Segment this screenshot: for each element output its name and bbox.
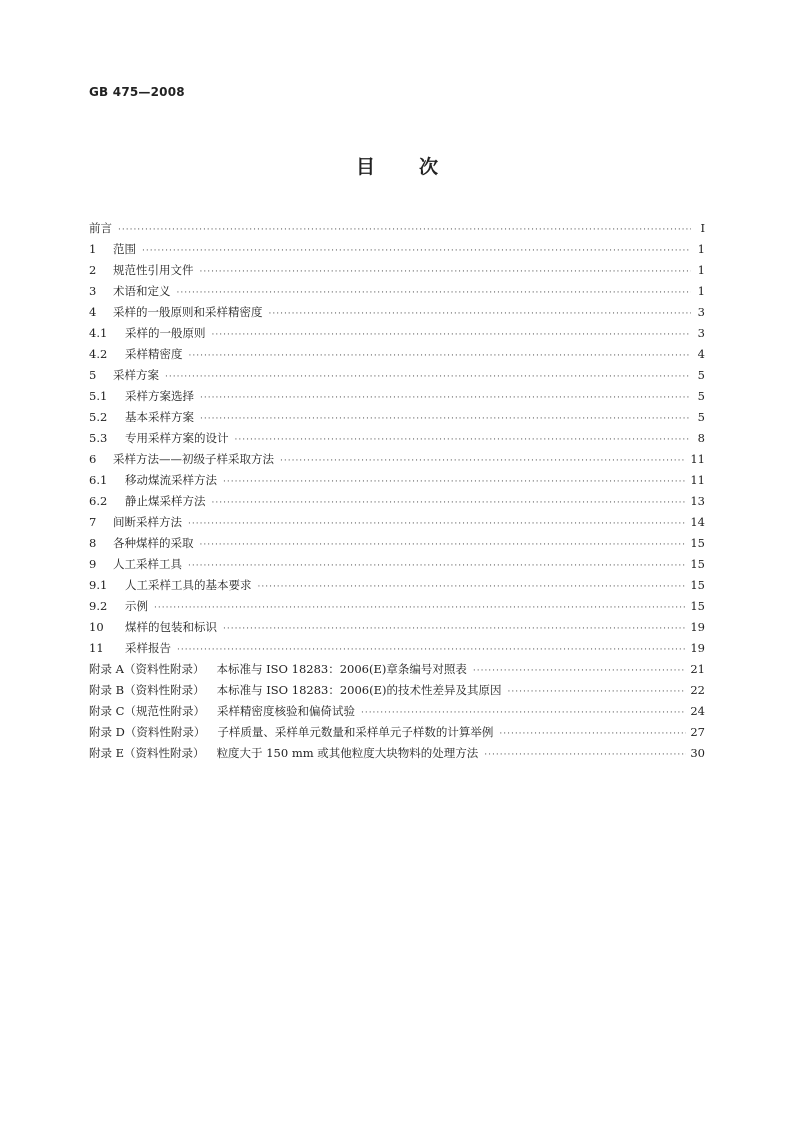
dot-leader — [361, 703, 686, 724]
dot-leader — [200, 535, 687, 556]
standard-number: GB 475—2008 — [89, 85, 185, 99]
toc-entry-title: 采样方案 — [113, 368, 159, 382]
page-title: 目次 — [355, 156, 482, 178]
toc-entry-page: 21 — [690, 662, 705, 676]
toc-entry-title: 人工采样工具的基本要求 — [125, 578, 252, 592]
toc-entry-page: 19 — [690, 641, 705, 655]
toc-entry-page: 13 — [690, 494, 705, 508]
toc-entry-title: 规范性引用文件 — [113, 263, 194, 277]
toc-entry[interactable] — [89, 491, 705, 512]
toc-entry[interactable] — [89, 680, 705, 701]
toc-entry-label — [89, 512, 182, 533]
toc-entry-number: 附录 A（资料性附录） — [89, 662, 205, 676]
toc-entry-page: 24 — [690, 704, 705, 718]
dot-leader — [188, 556, 686, 577]
toc-entry[interactable] — [89, 449, 705, 470]
toc-entry-label — [89, 701, 355, 722]
toc-entry-title: 基本采样方案 — [125, 410, 194, 424]
toc-entry[interactable] — [89, 722, 705, 743]
toc-entry-page: 1 — [697, 284, 705, 298]
toc-entry-number: 11 — [89, 641, 104, 655]
toc-entry-label — [89, 554, 182, 575]
toc-entry[interactable] — [89, 533, 705, 554]
dot-leader — [177, 640, 686, 661]
toc-entry-label — [89, 386, 194, 407]
toc-entry-title: 子样质量、采样单元数量和采样单元子样数的计算举例 — [217, 725, 494, 739]
toc-entry-title: 范围 — [113, 242, 136, 256]
toc-entry-page: 19 — [690, 620, 705, 634]
dot-leader — [223, 472, 686, 493]
dot-leader — [499, 724, 686, 745]
toc-entry-label — [89, 575, 252, 596]
toc-entry-label — [89, 491, 206, 512]
toc-entry-title: 各种煤样的采取 — [113, 536, 194, 550]
toc-entry-page: 22 — [690, 683, 705, 697]
toc-entry-title: 静止煤采样方法 — [125, 494, 206, 508]
toc-entry-label — [89, 617, 217, 638]
toc-entry-title: 人工采样工具 — [113, 557, 182, 571]
toc-entry-number: 6.1 — [89, 473, 108, 487]
toc-entry-number: 5.1 — [89, 389, 108, 403]
toc-entry[interactable] — [89, 470, 705, 491]
toc-entry-label — [89, 533, 194, 554]
toc-entry-title: 本标准与 ISO 18283：2006(E)的技术性差异及其原因 — [216, 683, 502, 697]
toc-entry-title: 本标准与 ISO 18283：2006(E)章条编号对照表 — [216, 662, 467, 676]
toc-entry-number: 3 — [89, 284, 97, 298]
toc-entry-label — [89, 302, 263, 323]
toc-entry-label — [89, 344, 183, 365]
dot-leader — [200, 262, 692, 283]
toc-entry-number: 4 — [89, 305, 97, 319]
toc-entry[interactable] — [89, 512, 705, 533]
toc-entry-page: 15 — [690, 557, 705, 571]
dot-leader — [154, 598, 686, 619]
dot-leader — [212, 493, 687, 514]
toc-entry[interactable] — [89, 554, 705, 575]
toc-entry-label — [89, 680, 502, 701]
toc-entry-number: 9.2 — [89, 599, 108, 613]
dot-leader — [235, 430, 692, 451]
dot-leader — [473, 661, 687, 682]
toc-entry-number: 10 — [89, 620, 104, 634]
toc-entry[interactable] — [89, 617, 705, 638]
toc-entry[interactable] — [89, 302, 705, 323]
toc-entry-title: 专用采样方案的设计 — [125, 431, 229, 445]
dot-leader — [177, 283, 692, 304]
toc-entry-title: 煤样的包装和标识 — [125, 620, 217, 634]
toc-entry-page: I — [700, 221, 705, 235]
toc-entry-number: 5 — [89, 368, 97, 382]
toc-entry[interactable] — [89, 239, 705, 260]
toc-entry-page: 11 — [690, 452, 705, 466]
toc-entry-label — [89, 596, 148, 617]
toc-entry-number: 2 — [89, 263, 97, 277]
dot-leader — [508, 682, 687, 703]
toc-entry[interactable] — [89, 386, 705, 407]
toc-entry-title: 采样方案选择 — [125, 389, 194, 403]
toc-entry-page: 1 — [697, 242, 705, 256]
toc-entry-number: 附录 C（规范性附录） — [89, 704, 205, 718]
toc-entry[interactable] — [89, 596, 705, 617]
toc-entry-page: 4 — [697, 347, 705, 361]
toc-entry-page: 1 — [697, 263, 705, 277]
toc-entry[interactable] — [89, 575, 705, 596]
dot-leader — [200, 388, 691, 409]
table-of-contents — [89, 218, 705, 764]
dot-leader — [484, 745, 686, 766]
toc-entry-title: 采样精密度 — [125, 347, 183, 361]
toc-entry-label — [89, 260, 194, 281]
toc-entry-label — [89, 638, 171, 659]
toc-entry[interactable] — [89, 659, 705, 680]
toc-entry[interactable] — [89, 323, 705, 344]
toc-entry-title: 移动煤流采样方法 — [125, 473, 217, 487]
toc-entry[interactable] — [89, 428, 705, 449]
toc-entry-title: 采样的一般原则 — [125, 326, 206, 340]
toc-entry-title: 粒度大于 150 mm 或其他粒度大块物料的处理方法 — [216, 746, 479, 760]
toc-entry-label — [89, 323, 206, 344]
toc-entry-title: 示例 — [125, 599, 148, 613]
toc-entry-number: 8 — [89, 536, 97, 550]
toc-entry-page: 5 — [697, 389, 705, 403]
toc-entry-label — [89, 470, 217, 491]
toc-entry-page: 3 — [697, 326, 705, 340]
toc-entry[interactable] — [89, 407, 705, 428]
dot-leader — [223, 619, 686, 640]
toc-entry-label — [89, 239, 136, 260]
toc-entry-label — [89, 365, 159, 386]
toc-entry-number: 4.2 — [89, 347, 108, 361]
toc-entry-page: 5 — [697, 410, 705, 424]
toc-entry-number: 5.2 — [89, 410, 108, 424]
toc-entry-number: 9 — [89, 557, 97, 571]
toc-entry-label — [89, 659, 467, 680]
toc-entry-number: 5.3 — [89, 431, 108, 445]
toc-entry-page: 11 — [690, 473, 705, 487]
toc-entry-title: 采样精密度核验和偏倚试验 — [216, 704, 355, 718]
toc-entry-label — [89, 449, 274, 470]
toc-entry-label — [89, 218, 112, 239]
dot-leader — [189, 346, 692, 367]
toc-entry-page: 3 — [697, 305, 705, 319]
toc-entry-page: 15 — [690, 599, 705, 613]
toc-entry-label — [89, 281, 171, 302]
toc-entry-number: 4.1 — [89, 326, 108, 340]
toc-entry-page: 8 — [697, 431, 705, 445]
toc-entry-title: 采样报告 — [125, 641, 171, 655]
dot-leader — [142, 241, 691, 262]
toc-entry-label — [89, 428, 229, 449]
toc-entry[interactable] — [89, 260, 705, 281]
toc-entry-number: 附录 E（资料性附录） — [89, 746, 205, 760]
dot-leader — [212, 325, 692, 346]
toc-entry-page: 15 — [690, 578, 705, 592]
toc-entry[interactable] — [89, 281, 705, 302]
toc-entry[interactable] — [89, 638, 705, 659]
toc-entry-number: 附录 D（资料性附录） — [89, 725, 206, 739]
toc-entry-number: 9.1 — [89, 578, 108, 592]
dot-leader — [258, 577, 687, 598]
toc-entry-number: 附录 B（资料性附录） — [89, 683, 205, 697]
toc-entry-label — [89, 407, 194, 428]
toc-entry-title: 术语和定义 — [113, 284, 171, 298]
toc-entry[interactable] — [89, 365, 705, 386]
dot-leader — [118, 220, 691, 241]
toc-entry-title: 采样方法——初级子样采取方法 — [113, 452, 274, 466]
toc-entry-number: 1 — [89, 242, 97, 256]
dot-leader — [165, 367, 691, 388]
toc-entry-page: 27 — [690, 725, 705, 739]
toc-entry-number: 6.2 — [89, 494, 108, 508]
dot-leader — [188, 514, 686, 535]
toc-entry-page: 5 — [697, 368, 705, 382]
toc-entry-title: 采样的一般原则和采样精密度 — [113, 305, 263, 319]
dot-leader — [200, 409, 691, 430]
toc-entry-number: 6 — [89, 452, 97, 466]
toc-entry-title: 前言 — [89, 221, 112, 235]
toc-entry[interactable] — [89, 218, 705, 239]
toc-entry-page: 15 — [690, 536, 705, 550]
toc-entry-page: 14 — [690, 515, 705, 529]
toc-entry[interactable] — [89, 701, 705, 722]
dot-leader — [280, 451, 686, 472]
toc-entry[interactable] — [89, 743, 705, 764]
toc-entry-number: 7 — [89, 515, 97, 529]
toc-entry-label — [89, 722, 493, 743]
toc-entry[interactable] — [89, 344, 705, 365]
toc-entry-label — [89, 743, 478, 764]
toc-entry-title: 间断采样方法 — [113, 515, 182, 529]
dot-leader — [269, 304, 692, 325]
toc-entry-page: 30 — [690, 746, 705, 760]
